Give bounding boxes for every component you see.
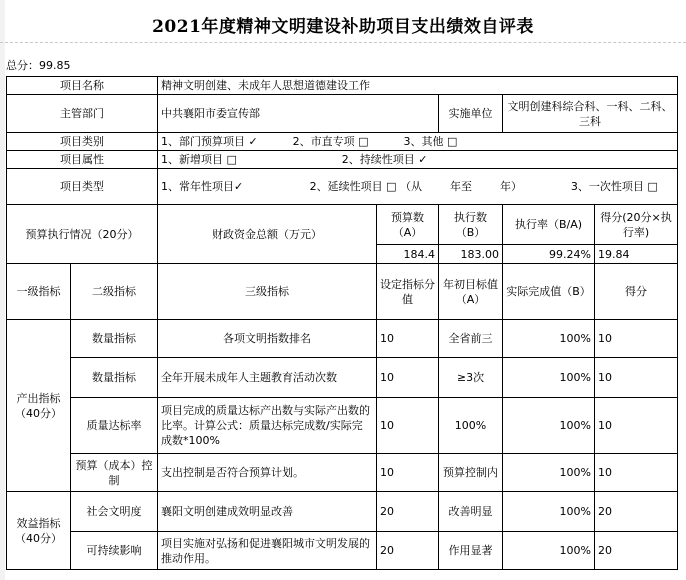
row-actual: 100% [503, 454, 595, 492]
row-score: 10 [595, 320, 678, 358]
row-target: 预算控制内 [439, 454, 503, 492]
category-value: 1、部门预算项目 ✓ 2、市直专项 □ 3、其他 □ [158, 133, 678, 151]
unit-value: 文明创建科综合科、一科、二科、三科 [503, 95, 678, 133]
project-name-value: 精神文明创建、未成年人思想道德建设工作 [158, 77, 678, 95]
row-actual: 100% [503, 358, 595, 398]
type-value: 1、常年性项目✓ 2、延续性项目 □ （从 年至 年） 3、一次性项目 □ [158, 169, 678, 205]
budget-b-label: 执行数（B） [439, 205, 503, 245]
row-weight: 20 [377, 492, 439, 532]
row-l2: 数量指标 [71, 320, 158, 358]
row-score: 10 [595, 454, 678, 492]
type-label: 项目类型 [7, 169, 158, 205]
row-target: 全省前三 [439, 320, 503, 358]
row-department [7, 95, 678, 133]
budget-a-value: 184.4 [377, 245, 439, 264]
row-actual: 100% [503, 398, 595, 454]
row-score: 10 [595, 358, 678, 398]
row-l3: 襄阳文明创建成效明显改善 [158, 492, 377, 532]
row-target: ≥3次 [439, 358, 503, 398]
row-l2: 数量指标 [71, 358, 158, 398]
sheet-edge [0, 0, 5, 580]
row-target: 100% [439, 398, 503, 454]
total-score: 总分：99.85 [6, 59, 71, 72]
row-budget-header [7, 205, 678, 245]
dept-value: 中共襄阳市委宣传部 [158, 95, 439, 133]
row-weight: 10 [377, 358, 439, 398]
row-l3: 各项文明指数排名 [158, 320, 377, 358]
header-level1: 一级指标 [7, 264, 71, 320]
group-benefit: 效益指标（40分） [7, 492, 71, 570]
project-name-label: 项目名称 [7, 77, 158, 95]
attribute-label: 项目属性 [7, 151, 158, 169]
row-score: 20 [595, 492, 678, 532]
budget-score-label: 得分(20分×执行率) [595, 205, 678, 245]
category-label: 项目类别 [7, 133, 158, 151]
header-score: 得分 [595, 264, 678, 320]
table-row [7, 492, 678, 532]
evaluation-table [6, 76, 678, 570]
row-score: 10 [595, 398, 678, 454]
row-l3: 支出控制是否符合预算计划。 [158, 454, 377, 492]
row-actual: 100% [503, 492, 595, 532]
row-category [7, 133, 678, 151]
budget-rate-value: 99.24% [503, 245, 595, 264]
row-project-name [7, 77, 678, 95]
header-level3: 三级指标 [158, 264, 377, 320]
row-l3: 项目完成的质量达标产出数与实际产出数的比率。计算公式：质量达标完成数/实际完成数*100% [158, 398, 377, 454]
row-actual: 100% [503, 532, 595, 570]
budget-rate-label: 执行率（B/A) [503, 205, 595, 245]
table-row [7, 532, 678, 570]
table-row [7, 398, 678, 454]
group-output: 产出指标（40分） [7, 320, 71, 492]
header-weight: 设定指标分值 [377, 264, 439, 320]
row-l2: 预算（成本）控制 [71, 454, 158, 492]
header-actual: 实际完成值（B） [503, 264, 595, 320]
row-l2: 可持续影响 [71, 532, 158, 570]
row-weight: 10 [377, 398, 439, 454]
row-actual: 100% [503, 320, 595, 358]
table-row [7, 320, 678, 358]
budget-label: 预算执行情况（20分） [7, 205, 158, 264]
row-indicator-header [7, 264, 678, 320]
dept-label: 主管部门 [7, 95, 158, 133]
table-row [7, 358, 678, 398]
row-weight: 20 [377, 532, 439, 570]
row-l3: 全年开展未成年人主题教育活动次数 [158, 358, 377, 398]
attribute-value: 1、新增项目 □ 2、持续性项目 ✓ [158, 151, 678, 169]
table-row [7, 454, 678, 492]
row-target: 改善明显 [439, 492, 503, 532]
row-score: 20 [595, 532, 678, 570]
budget-score-value: 19.84 [595, 245, 678, 264]
row-l2: 社会文明度 [71, 492, 158, 532]
row-target: 作用显著 [439, 532, 503, 570]
header-level2: 二级指标 [71, 264, 158, 320]
row-type [7, 169, 678, 205]
header-target: 年初目标值（A） [439, 264, 503, 320]
divider [0, 42, 686, 43]
row-l2: 质量达标率 [71, 398, 158, 454]
budget-a-label: 预算数（A） [377, 205, 439, 245]
row-attribute [7, 151, 678, 169]
row-weight: 10 [377, 454, 439, 492]
budget-b-value: 183.00 [439, 245, 503, 264]
page-title: 2021年度精神文明建设补助项目支出绩效自评表 [152, 17, 534, 37]
row-weight: 10 [377, 320, 439, 358]
budget-total-label: 财政资金总额（万元） [158, 205, 377, 264]
unit-label: 实施单位 [439, 95, 503, 133]
row-l3: 项目实施对弘扬和促进襄阳城市文明发展的推动作用。 [158, 532, 377, 570]
